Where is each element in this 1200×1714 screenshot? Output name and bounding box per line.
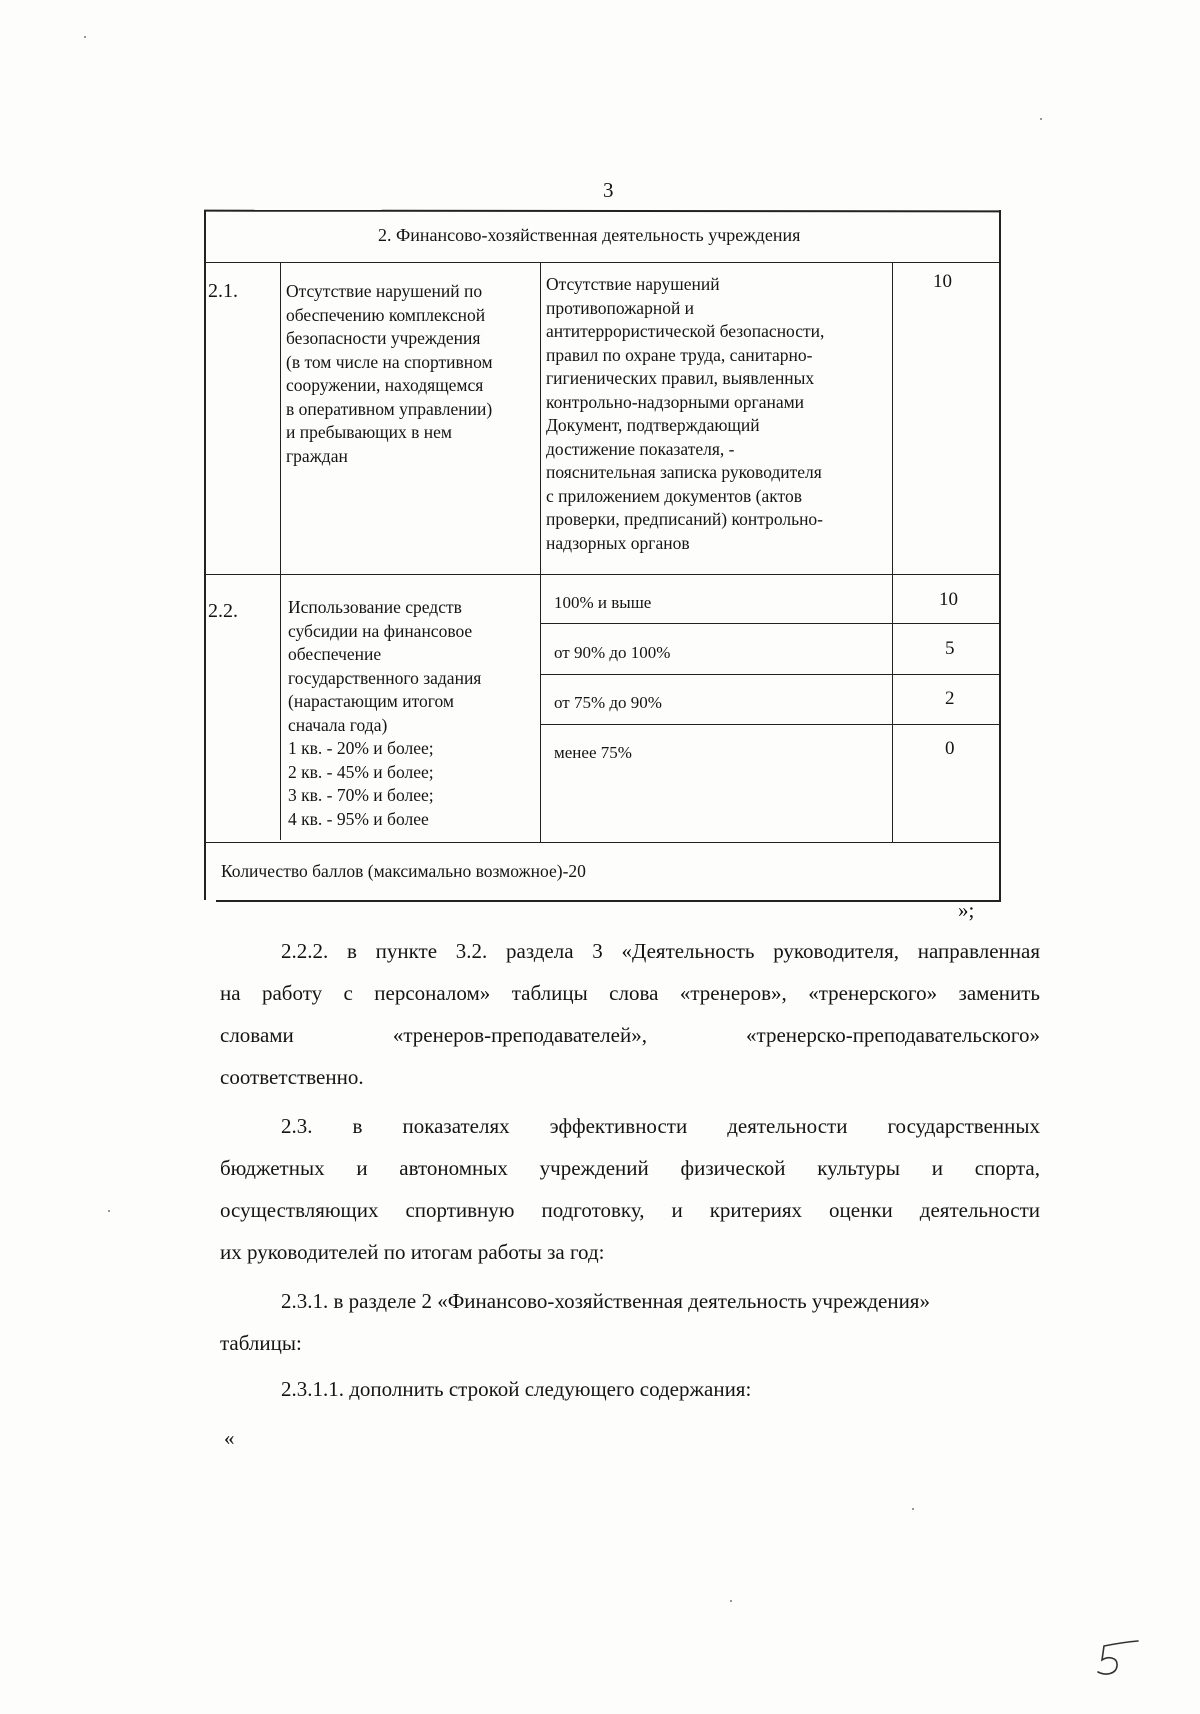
text-line: 2.2.2. в пункте 3.2. раздела 3 «Деятельность руководителя, направленная (281, 939, 1040, 963)
opening-quote: « (224, 1426, 235, 1450)
scan-speck (730, 1600, 732, 1602)
option-label: менее 75% (554, 743, 632, 762)
paragraph-2-3 (220, 1105, 1040, 1273)
text-line: словами «тренеров-преподавателей», «тренерско-преподавательского» (220, 1023, 1040, 1047)
option-label: 100% и выше (554, 593, 652, 612)
option-score: 2 (945, 688, 955, 709)
scan-speck (108, 1210, 110, 1212)
text-line: 2.3.1. в разделе 2 «Финансово-хозяйственная деятельность учреждения» (281, 1289, 930, 1313)
criterion-text: Использование средств субсидии на финансовое обеспечение государственного задания (нарастающим итогом сначала года) 1 кв. - 20% и более; 2 кв. - 45% и более; 3 кв. - 70% и более; 4 кв. - 95% и более (288, 597, 482, 829)
text-line: таблицы: (220, 1331, 302, 1355)
scan-speck (84, 36, 86, 38)
row-number: 2.2. (208, 600, 238, 622)
criteria-table (204, 210, 1001, 902)
page-number: 3 (603, 178, 614, 202)
section-title: 2. Финансово-хозяйственная деятельность учреждения (378, 225, 801, 245)
text-line: на работу с персоналом» таблицы слова «тренеров», «тренерского» заменить (220, 981, 1040, 1005)
text-line: 2.3. в показателях эффективности деятельности государственных (281, 1114, 1040, 1138)
text-line: соответственно. (220, 1065, 364, 1089)
text-line: бюджетных и автономных учреждений физической культуры и спорта, (220, 1156, 1040, 1180)
paragraph-2-3-1 (220, 1280, 1040, 1364)
scan-speck (1040, 118, 1042, 120)
indicator-text: Отсутствие нарушений противопожарной и антитеррористической безопасности, правил по охране труда, санитарно- гигиенических правил, выявленных контрольно-надзорными органами Документ, подтверждающий достижение показателя, - пояснительная записка руководителя с приложением документов (актов проверки, предписаний) контрольно- надзорных органов (546, 274, 825, 553)
paragraph-2-2-2 (220, 930, 1040, 1098)
score: 10 (933, 271, 952, 292)
option-score: 5 (945, 638, 955, 659)
criterion-text: Отсутствие нарушений по обеспечению комплексной безопасности учреждения (в том числе на спортивном сооружении, находящемся в оперативном управлении) и пребывающих в нем граждан (286, 281, 493, 466)
option-label: от 90% до 100% (554, 643, 671, 662)
option-label: от 75% до 90% (554, 693, 662, 712)
handwritten-mark (1094, 1636, 1140, 1682)
text-line: их руководителей по итогам работы за год: (220, 1240, 605, 1264)
text-line: осуществляющих спортивную подготовку, и критериях оценки деятельности (220, 1198, 1040, 1222)
closing-quote: »; (958, 898, 975, 922)
paragraph-2-3-1-1 (220, 1368, 1040, 1410)
option-score: 0 (945, 738, 955, 759)
total-points: Количество баллов (максимально возможное)-20 (221, 861, 586, 881)
text-line: 2.3.1.1. дополнить строкой следующего содержания: (281, 1377, 752, 1401)
scan-speck (912, 1508, 914, 1510)
option-score: 10 (939, 589, 958, 610)
row-number: 2.1. (208, 280, 238, 302)
